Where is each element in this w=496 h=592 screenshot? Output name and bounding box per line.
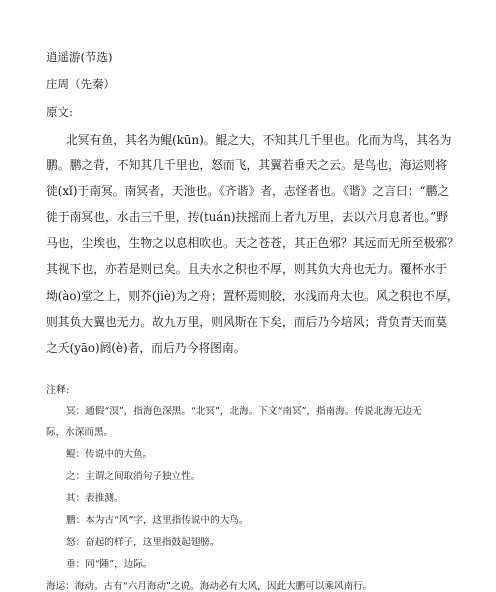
original-text-line: 徙(xǐ)于南冥。南冥者，天池也。《齐谐》者，志怪者也。《谐》之言曰：“鹏之 — [46, 184, 450, 198]
original-text-line: 则其负大翼也无力。故九万里，则风斯在下矣，而后乃今培风；背负青天而莫 — [46, 315, 448, 329]
note-item: 其：表推测。 — [66, 493, 124, 504]
note-item: 之：主谓之间取消句子独立性。 — [66, 471, 201, 482]
original-text-line: 鹏。鹏之背，不知其几千里也，怒而飞，其翼若垂天之云。是鸟也，海运则将 — [46, 158, 448, 172]
original-label: 原文: — [46, 105, 73, 119]
note-item: 鲲：传说中的大鱼。 — [66, 449, 153, 460]
note-item: 鹏：本为古“风”字，这里指传说中的大鸟。 — [66, 515, 249, 526]
original-text-line: 徙于南冥也，水击三千里，抟(tuán)扶摇而上者九万里，去以六月息者也。”野 — [46, 210, 449, 224]
author-line: 庄周（先秦） — [46, 77, 115, 91]
original-text-line: 坳(ào)堂之上，则芥(jiè)为之舟；置杯焉则胶，水浅而舟大也。风之积也不厚， — [46, 289, 459, 303]
poem-title: 逍遥游(节选) — [46, 50, 113, 64]
original-text-line: 北冥有鱼，其名为鲲(kūn)。鲲之大，不知其几千里也。化而为鸟，其名为 — [66, 133, 452, 147]
note-item: 垂：同“陲”，边际。 — [66, 559, 153, 570]
original-text-line: 之夭(yāo)阏(è)者，而后乃今将图南。 — [46, 341, 246, 355]
original-text-line: 其视下也，亦若是则已矣。且夫水之积也不厚，则其负大舟也无力。覆杯水于 — [46, 262, 448, 276]
note-item: 冥：通假“溟”，指海色深黑。“北冥”，北海。下文“南冥”，指南海。传说北海无边无 — [66, 406, 422, 417]
notes-label: 注释: — [46, 385, 70, 396]
note-item: 际，水深而黑。 — [46, 427, 114, 438]
note-item: 海运：海动。古有“六月海动”之说。海动必有大风，因此大鹏可以乘风南行。 — [46, 581, 373, 592]
note-item: 怒：奋起的样子，这里指鼓起翅膀。 — [66, 537, 220, 548]
original-text-line: 马也，尘埃也，生物之以息相吹也。天之苍苍，其正色邪？其远而无所至极邪？ — [46, 236, 459, 250]
